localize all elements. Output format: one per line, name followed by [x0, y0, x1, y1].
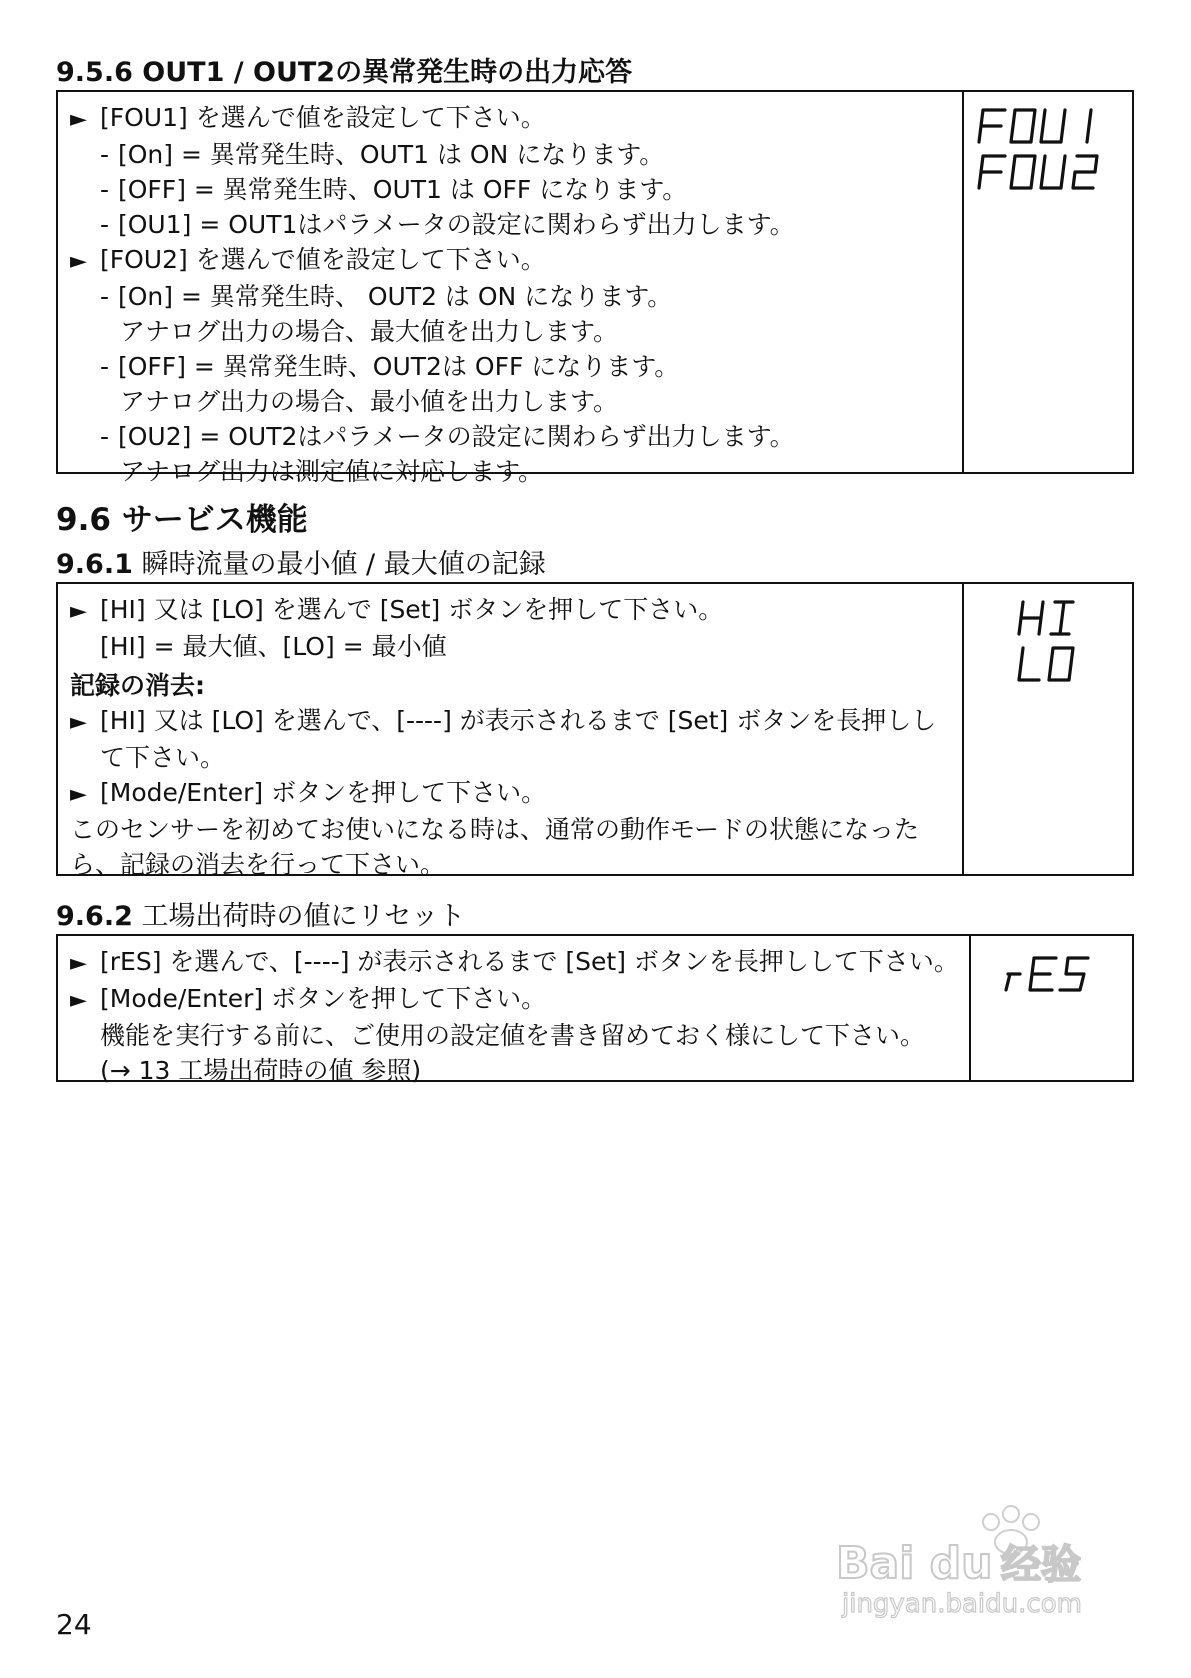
- option-line: - [OU1] = OUT1はパラメータの設定に関わらず出力します。: [100, 210, 795, 239]
- option-line: - [On] = 異常発生時、OUT1 は ON になります。: [100, 140, 665, 169]
- instruction-line: ► [HI] 又は [LO] を選んで [Set] ボタンを押して下さい。: [70, 592, 952, 629]
- option-line: - [OU2] = OUT2はパラメータの設定に関わらず出力します。: [100, 422, 795, 451]
- section-9-6-1-text: [58, 584, 964, 879]
- section-heading-9-5-6: 9.5.6 OUT1 / OUT2の異常発生時の出力応答: [56, 57, 633, 88]
- option-line: - [On] = 異常発生時、 OUT2 は ON になります。: [100, 282, 673, 311]
- svg-text:Bai du: Bai du: [836, 1538, 993, 1589]
- page-number: 24: [56, 1608, 92, 1641]
- section-9-5-6-box: [56, 90, 1134, 486]
- svg-text:jingyan.baidu.com: jingyan.baidu.com: [842, 1589, 1082, 1619]
- baidu-watermark-logo: [836, 1500, 1136, 1630]
- note-line: ら、記録の消去を行って下さい。: [70, 850, 446, 879]
- arrow-bullet-icon: ►: [70, 710, 87, 735]
- option-note: アナログ出力は測定値に対応します。: [120, 457, 544, 486]
- reference-line: (→ 13 工場出荷時の値 参照): [100, 1056, 422, 1085]
- section-heading-9-6: 9.6 サービス機能: [56, 502, 308, 538]
- section-9-5-6-text: [58, 92, 964, 486]
- option-note: アナログ出力の場合、最大値を出力します。: [120, 317, 619, 346]
- lcd-display-hi-lo: [964, 584, 1132, 874]
- svg-text:经验: 经验: [1001, 1542, 1081, 1588]
- instruction-line: ► [Mode/Enter] ボタンを押して下さい。: [70, 775, 952, 812]
- lcd-fou1-fou2-glyphs: [973, 100, 1123, 200]
- section-9-6-2-box: [56, 934, 1134, 1085]
- instruction-continuation: て下さい。: [100, 743, 226, 772]
- arrow-bullet-icon: ►: [70, 951, 87, 976]
- section-9-6-2-text: [58, 936, 971, 1085]
- arrow-bullet-icon: ►: [70, 599, 87, 624]
- lcd-res-glyphs: [980, 944, 1130, 1004]
- option-line: - [OFF] = 異常発生時、OUT1 は OFF になります。: [100, 175, 688, 204]
- option-line: - [OFF] = 異常発生時、OUT2は OFF になります。: [100, 352, 680, 381]
- note-line: このセンサーを初めてお使いになる時は、通常の動作モードの状態になった: [70, 815, 920, 844]
- arrow-bullet-icon: ►: [70, 107, 87, 132]
- option-note: アナログ出力の場合、最小値を出力します。: [120, 387, 619, 416]
- lcd-display-res: [971, 936, 1139, 1080]
- section-9-6-1-box: [56, 582, 1134, 879]
- section-heading-9-6-2: 9.6.2 工場出荷時の値にリセット: [56, 901, 466, 932]
- note-line: 機能を実行する前に、ご使用の設定値を書き留めておく様にして下さい。: [100, 1021, 926, 1050]
- instruction-line: ► [FOU2] を選んで値を設定して下さい。: [70, 242, 952, 279]
- arrow-bullet-icon: ►: [70, 988, 87, 1013]
- section-heading-9-6-1: 9.6.1 瞬時流量の最小値 / 最大値の記録: [56, 549, 546, 580]
- arrow-bullet-icon: ►: [70, 782, 87, 807]
- instruction-line: ► [Mode/Enter] ボタンを押して下さい。: [70, 981, 959, 1018]
- lcd-display-fou: [964, 92, 1132, 472]
- lcd-hi-lo-glyphs: [973, 592, 1123, 692]
- instruction-line: ► [rES] を選んで、[----] が表示されるまで [Set] ボタンを長押しして下さい。: [70, 944, 959, 981]
- baidu-watermark: [836, 1500, 1136, 1630]
- arrow-bullet-icon: ►: [70, 249, 87, 274]
- clear-record-heading: 記録の消去:: [70, 671, 205, 700]
- instruction-line: ► [FOU1] を選んで値を設定して下さい。: [70, 100, 952, 137]
- instruction-line: ► [HI] 又は [LO] を選んで、[----] が表示されるまで [Set] ボタンを長押しし: [70, 703, 952, 740]
- option-note: [HI] = 最大値、[LO] = 最小値: [100, 632, 447, 661]
